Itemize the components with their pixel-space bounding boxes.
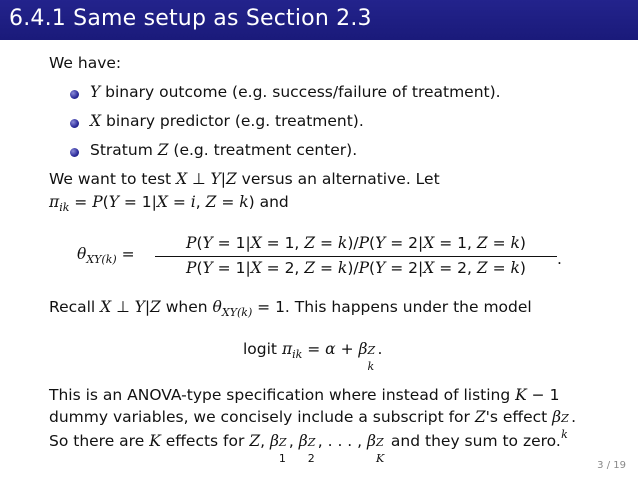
- test-line-2: $\pi_{ik} = P(Y = 1|X = i$, Z = k) and: [49, 193, 289, 215]
- test-line-1: We want to test X ⊥ Y|Z versus an alternative. Let: [49, 170, 440, 188]
- recall-line: Recall X ⊥ Y|Z when $\theta_{XY(k)} = 1$. This happens under the model: [49, 298, 532, 320]
- slide-title: 6.4.1 Same setup as Section 2.3: [9, 6, 372, 31]
- title-bar: [0, 0, 638, 40]
- intro-text: We have:: [49, 54, 122, 72]
- bullet-icon: [70, 148, 79, 157]
- bullet-item: Y binary outcome (e.g. success/failure of treatment).: [90, 83, 501, 101]
- page-number: 3 / 19: [597, 460, 626, 471]
- bullet-icon: [70, 90, 79, 99]
- theta-numerator: P(Y = 1|X = 1, Z = k)/P(Y = 2|X = 1, Z = k): [186, 234, 526, 252]
- fraction-bar: [155, 256, 557, 257]
- bullet-item: Stratum Z (e.g. treatment center).: [90, 141, 358, 159]
- bullet-item: X binary predictor (e.g. treatment).: [90, 112, 364, 130]
- para-line-3: So there are K effects for Z, β Z 1 , β Z 2 , . . . , β Z K and they sum to zero.: [49, 432, 561, 465]
- theta-lhs: $\theta_{XY(k)}$ =: [77, 245, 135, 267]
- para-line-2: dummy variables, we concisely include a subscript for Z's effect β Z k .: [49, 408, 577, 441]
- para-line-1: This is an ANOVA-type specification where instead of listing K − 1: [49, 386, 560, 404]
- theta-period: .: [557, 250, 562, 268]
- theta-denominator: P(Y = 1|X = 2, Z = k)/P(Y = 2|X = 2, Z = k): [186, 259, 526, 277]
- bullet-icon: [70, 119, 79, 128]
- logit-equation: logit $\pi_{ik} = \alpha + \beta$ Z k .: [243, 340, 383, 373]
